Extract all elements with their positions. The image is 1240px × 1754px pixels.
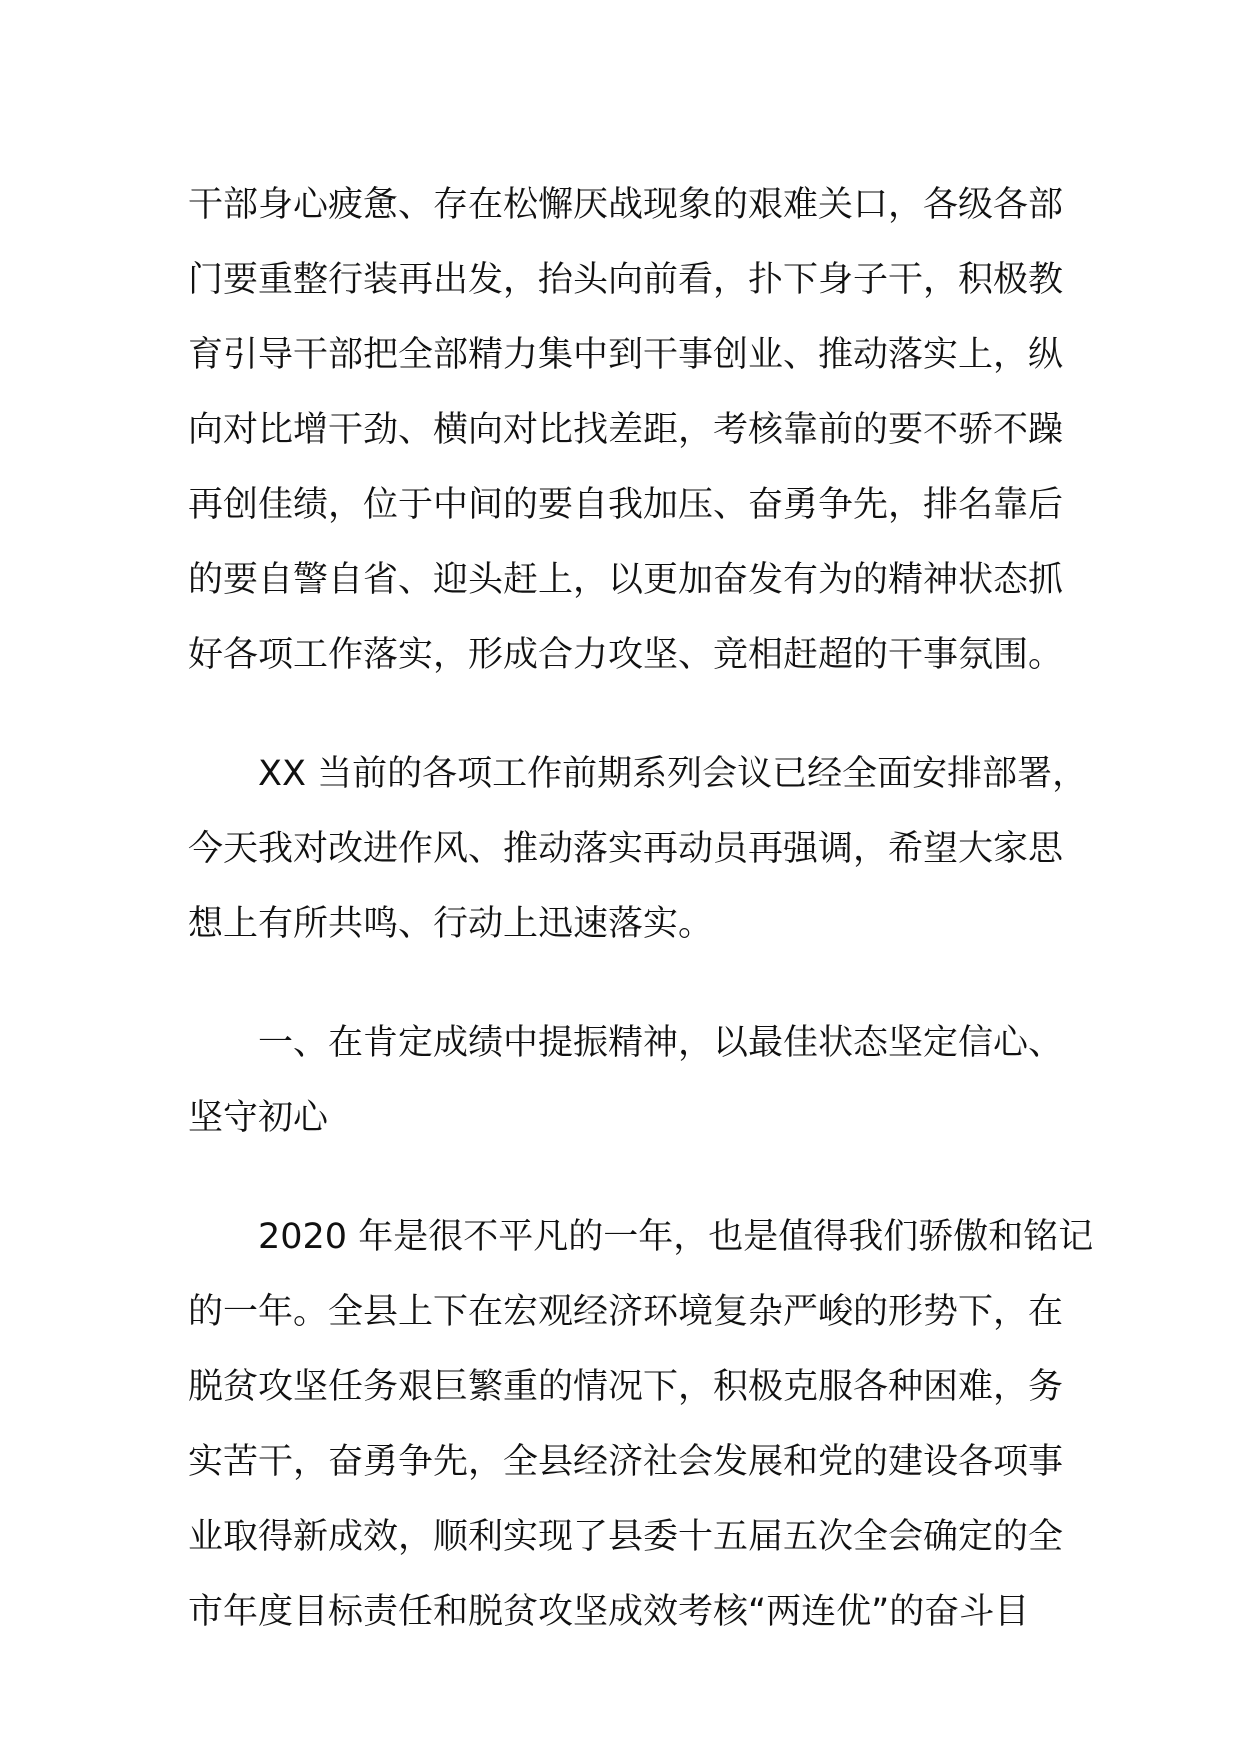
text-line: 好各项工作落实，形成合力攻坚、竞相赶超的干事氛围。 (188, 635, 1064, 675)
text-line: 的一年。全县上下在宏观经济环境复杂严峻的形势下，在 (188, 1292, 1064, 1332)
text-line: 实苦干，奋勇争先，全县经济社会发展和党的建设各项事 (188, 1442, 1064, 1482)
text-line: 干部身心疲惫、存在松懈厌战现象的艰难关口，各级各部 (188, 185, 1064, 225)
paragraph-spacer (188, 693, 1068, 737)
section-heading (188, 1006, 1068, 1156)
text-line: 想上有所共鸣、行动上迅速落实。 (188, 904, 714, 944)
paragraph-spacer (188, 962, 1068, 1006)
text-line: 向对比增干劲、横向对比找差距，考核靠前的要不骄不躁 (188, 410, 1064, 450)
text-line: 再创佳绩，位于中间的要自我加压、奋勇争先，排名靠后 (188, 485, 1064, 525)
text-line: 脱贫攻坚任务艰巨繁重的情况下，积极克服各种困难，务 (188, 1367, 1064, 1407)
document-body (188, 168, 1094, 1650)
text-line: 今天我对改进作风、推动落实再动员再强调，希望大家思 (188, 829, 1064, 869)
heading-line: 一、在肯定成绩中提振精神，以最佳状态坚定信心、 (258, 1023, 1064, 1063)
paragraph-2 (188, 737, 1088, 962)
paragraph-1 (188, 168, 1068, 693)
text-line: 2020 年是很不平凡的一年，也是值得我们骄傲和铭记 (258, 1217, 1094, 1257)
text-line: 门要重整行装再出发，抬头向前看，扑下身子干，积极教 (188, 260, 1064, 300)
heading-line: 坚守初心 (188, 1098, 329, 1138)
text-line: 市年度目标责任和脱贫攻坚成效考核“两连优”的奋斗目 (188, 1592, 1030, 1632)
text-line: 的要自警自省、迎头赶上，以更加奋发有为的精神状态抓 (188, 560, 1064, 600)
paragraph-3 (188, 1200, 1094, 1650)
text-line: 业取得新成效，顺利实现了县委十五届五次全会确定的全 (188, 1517, 1064, 1557)
paragraph-spacer (188, 1156, 1068, 1200)
text-line: XX 当前的各项工作前期系列会议已经全面安排部署， (258, 754, 1088, 794)
text-line: 育引导干部把全部精力集中到干事创业、推动落实上，纵 (188, 335, 1064, 375)
